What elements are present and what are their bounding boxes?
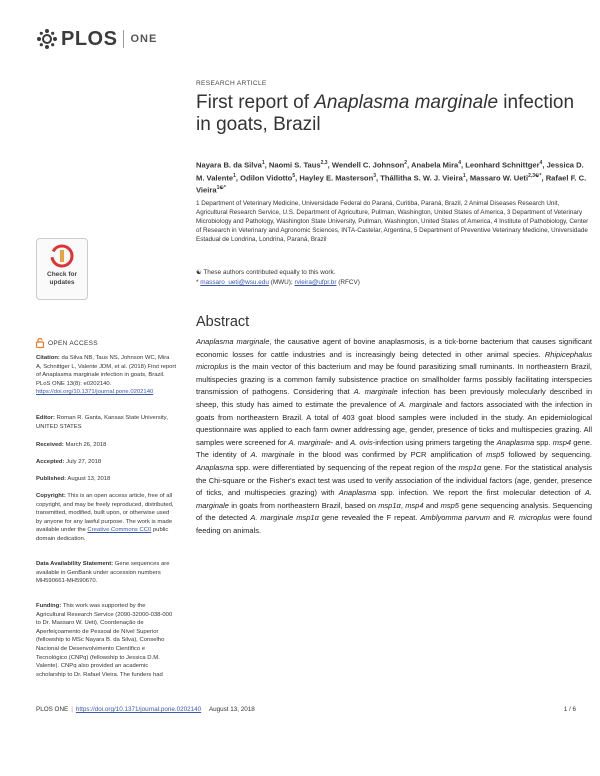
funding-block [36, 602, 176, 679]
published-text: August 13, 2018 [66, 476, 111, 482]
email-link[interactable]: rvieira@ufpr.br [294, 279, 337, 286]
abstract-heading: Abstract [196, 314, 250, 330]
footer-doi-link[interactable]: https://doi.org/10.1371/journal.pone.0202140 [75, 706, 202, 713]
author-affiliation-sup: 1 [233, 172, 236, 179]
open-access-text: OPEN ACCESS [48, 339, 98, 347]
author-name: Naomi S. Taus [268, 160, 321, 170]
equal-contribution-note: ☯ These authors contributed equally to this work. [196, 269, 336, 276]
author-name: Rafael F. C. Vieira [196, 173, 587, 195]
author-name: Nayara B. da Silva [196, 160, 262, 170]
author-affiliation-sup: 1 [261, 160, 265, 166]
email-suffix: (RFCV) [336, 279, 360, 286]
author-name: Thállitha S. W. J. Vieira [380, 173, 463, 183]
affiliations: 1 Department of Veterinary Medicine, Universidade Federal do Paraná, Curitiba, Paraná, Brazil, 2 Animal Diseases Research Unit, Agricultural Research Service, U.S. Department of Agriculture, Pullman, Washington, United States of America, 3 Department of Veterinary Microbiology and Pathology, Washington State University, Pullman, Washington, United States of America, 4 Institute of Pathobiology, Center of Research in Veterinary and Agronomic Sciences, INTA-Castelar, Argentina, 5 Department of Preventive Veterinary Medicine, Universidade Estadual de Londrina, Londrina, Paraná, Brazil [196, 200, 589, 243]
author-name: Odilon Vidotto [240, 173, 293, 183]
author-name: Anabela Mira [411, 160, 459, 170]
author-name: Massaro W. Ueti [469, 173, 529, 183]
data-availability-block [36, 560, 176, 586]
footer-date: August 13, 2018 [208, 706, 255, 713]
funding-text: This work was supported by the Agricultural Research Service (2090-32000-038-000 to Dr. Massaro W. Ueti), Coordenação de Aperfeiçoamento de Pessoal de Nível Superior (fellowship to MSc Nayara B. da Silva), Conselho Nacional de Desenvolvimento Científico e Tecnológico (CNPq) (fellowship to Jessica D.M. Valente). CNPq also provided an academic scholarship to Dr. Rafael Vieira. The funders had [36, 603, 173, 678]
author-affiliation-sup: 1☯* [216, 185, 226, 192]
author-affiliation-sup: 5 [292, 172, 296, 179]
plos-logo-icon [36, 28, 58, 50]
editor-label: Editor: [36, 415, 55, 421]
article-title [196, 92, 576, 136]
editor-text: Roman R. Ganta, Kansas State University, UNITED STATES [36, 415, 168, 430]
page-footer [36, 706, 576, 713]
editor-block [36, 414, 176, 431]
check-for-updates-badge[interactable] [36, 238, 88, 300]
citation-block [36, 354, 176, 397]
journal-subname: ONE [130, 33, 158, 45]
received-block [36, 441, 176, 450]
title-species: Anaplasma marginale [314, 92, 499, 113]
open-access-label [36, 338, 98, 348]
email-suffix: (MWU); [268, 279, 295, 286]
check-updates-icon [50, 244, 74, 268]
abstract-body: Anaplasma marginale, the causative agent of bovine anaplasmosis, is a tick-borne bacterium that causes significant economic losses for cattle industries and is increasingly being detected in other animal species. Rhipicephalus microplus is the main vector of this bacterium and may be found parasitizing small ruminants. In northeastern Brazil, multispecies grazing is a common family subsistence practice on smallholder farms possibly facilitating interspecies transmission of pathogens. Considering that A. marginale infection has been previously molecularly described in sheep, this study has aimed to estimate the prevalence of A. marginale and factors associated with the infection in goats from northeastern Brazil. A total of 403 goat blood samples were included in the study. An epidemiological questionnaire was applied to each farm owner addressing age, gender, presence of ticks and multispecies grazing. All samples were screened for A. marginale- and A. ovis-infection using primers targeting the Anaplasma spp. msp4 gene. The identity of A. marginale in the blood was confirmed by PCR amplification of msp5 followed by sequencing. Anaplasma spp. were differentiated by sequencing of the repeat region of the msp1α gene. For the statistical analysis the Chi-square or the Fisher's exact test was used to verify association of the individual factors (age, gender, presence of ticks, and multispecies grazing) with Anaplasma spp. infection. We report the first molecular detection of A. marginale in goats from northeastern Brazil, based on msp1α, msp4 and msp5 gene sequencing analysis. Sequencing of the detected A. marginale msp1α gene revealed the F repeat. Amblyomma parvum and R. microplus were found feeding on animals. [196, 337, 593, 535]
author-affiliation-sup: 3 [373, 172, 376, 179]
accepted-block [36, 458, 176, 467]
copyright-block [36, 492, 176, 544]
author-affiliation-sup: 2 [404, 160, 408, 166]
author-affiliation-sup: 4 [458, 160, 462, 166]
author-list: Nayara B. da Silva$^1$, Naomi S. Taus$^{2,3}$, Wendell C. Johnson$^2$, Anabela Mira$^4$, Leonhard Schnittger$^4$, Jessica D. M. Valente$^1$, Odilon Vidotto$^5$, Hayley E. Masterson$^3$, Thállitha S. W. J. Vieira$^1$, Massaro W. Ueti$^{2,3☯*}$, Rafael F. C. Vieira$^{1☯*}$ [196, 160, 587, 195]
copyright-text: This is an open access article, free of all copyright, and may be freely reproduced, distributed, transmitted, modified, built upon, or otherwise used by anyone for any lawful purpose. The work is made available under the [36, 493, 174, 534]
journal-name: PLOS [61, 27, 118, 50]
author-affiliation-sup: 1 [462, 172, 466, 179]
footer-left: PLOS ONE | https://doi.org/10.1371/journal.pone.0202140 August 13, 2018 [36, 706, 255, 713]
email-link[interactable]: massaro_ueti@wsu.edu [200, 279, 269, 286]
author-affiliation-sup: 2,3 [320, 160, 328, 166]
cc0-license-link[interactable]: Creative Commons CC0 [87, 527, 152, 534]
author-affiliation-sup: 2,3☯* [528, 172, 542, 179]
author-name: Wendell C. Johnson [331, 160, 405, 170]
published-block [36, 475, 176, 484]
page-number: 1 / 6 [563, 706, 576, 713]
copyright-tail: public domain dedication. [36, 527, 169, 542]
accepted-label: Accepted: [36, 459, 65, 465]
data-availability-text: Gene sequences are available in GenBank under accession numbers MH590661-MH590670. [36, 561, 170, 585]
footer-journal: PLOS ONE [36, 706, 69, 713]
accepted-text: July 27, 2018 [64, 459, 102, 465]
article-type: RESEARCH ARTICLE [196, 80, 267, 87]
published-label: Published: [36, 476, 67, 482]
open-lock-icon [36, 338, 44, 348]
received-label: Received: [36, 442, 64, 448]
citation-label: Citation: [36, 355, 60, 361]
title-part: First report of [196, 92, 315, 113]
author-affiliation-sup: 4 [539, 160, 543, 166]
title-part: infection in goats, Brazil [196, 92, 575, 135]
citation-doi-link[interactable]: https://doi.org/10.1371/journal.pone.0202140 [36, 389, 154, 396]
author-notes [196, 268, 591, 288]
author-name: Jessica D. M. Valente [196, 160, 584, 183]
correspondence: * massaro_ueti@wsu.edu (MWU); rvieira@ufpr.br (RFCV) [196, 279, 360, 286]
received-text: March 26, 2018 [63, 442, 107, 448]
funding-label: Funding: [36, 603, 62, 609]
journal-logo [36, 26, 157, 52]
author-name: Hayley E. Masterson [299, 173, 374, 183]
data-availability-label: Data Availability Statement: [36, 561, 114, 567]
check-updates-label: Check for updates [47, 271, 77, 286]
logo-divider [123, 30, 124, 48]
author-name: Leonhard Schnittger [465, 160, 540, 170]
copyright-label: Copyright: [36, 493, 66, 499]
citation-text: da Silva NB, Taus NS, Johnson WC, Mira A, Schnittger L, Valente JDM, et al. (2018) First report of Anaplasma marginale infection in goats, Brazil. PLoS ONE 13(8): e0202140. [36, 355, 177, 387]
